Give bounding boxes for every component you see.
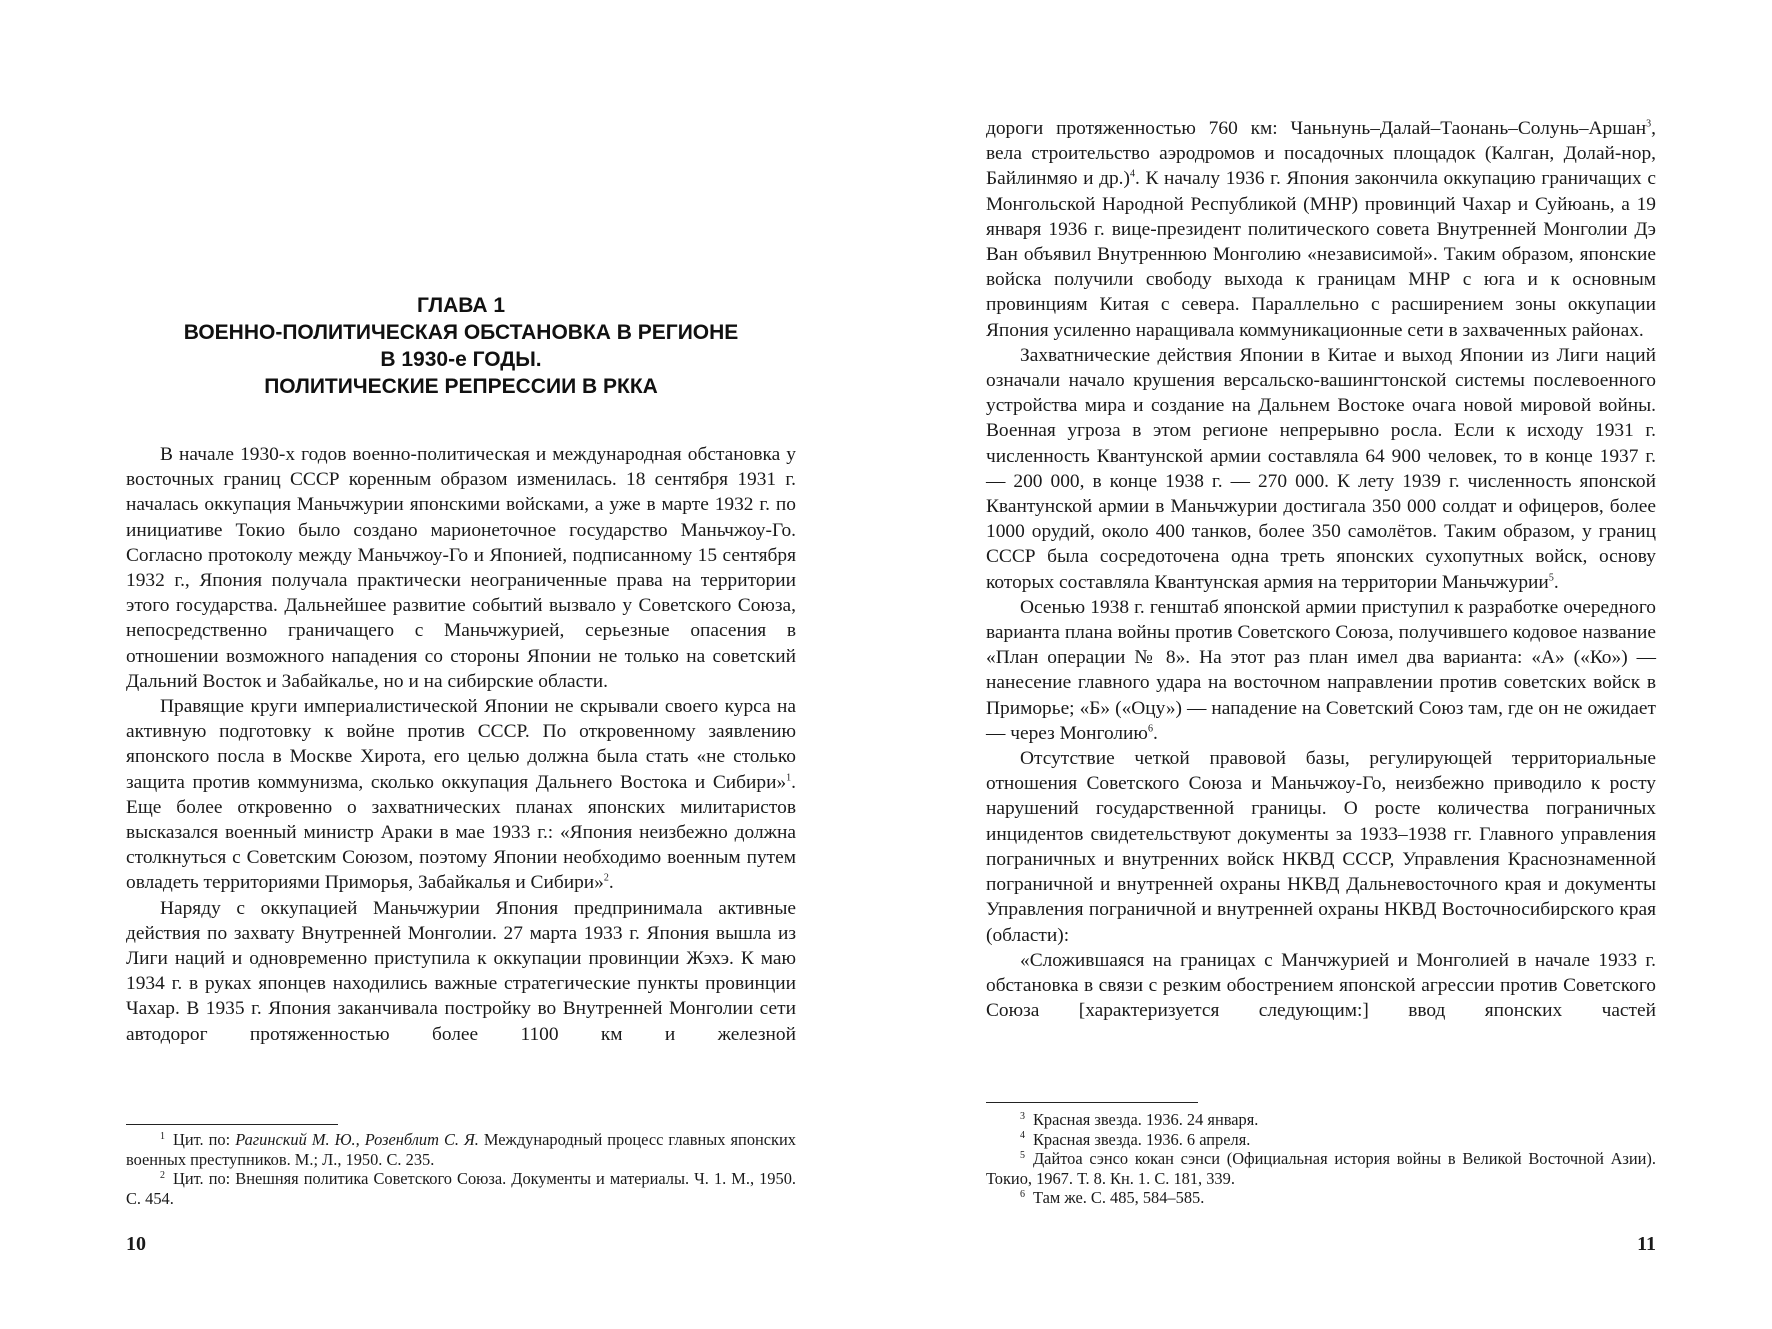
chapter-title-line-2: В 1930-е ГОДЫ. [380,348,542,371]
chapter-heading [126,292,796,400]
paragraph-text: . [608,872,614,894]
chapter-title-line-3: ПОЛИТИЧЕСКИЕ РЕПРЕССИИ В РККА [264,375,658,398]
page-number: 10 [126,1233,146,1255]
footnote-ref: 6 [1147,723,1153,735]
right-page [986,0,1656,1329]
paragraph: «Сложившаяся на границах с Манчжурией и Монголией в начале 1933 г. обстановка в связи с резким обострением японской агрессии против Советского Союза [характеризуется следующим:] ввод японских частей [986,949,1656,1022]
footnote [986,1110,1656,1130]
paragraph-text: Захватнические действия Японии в Китае и выход Японии из Лиги наций означали начало крушения версальско-вашингтонской системы послевоенного устройства мира и создание на Дальнем Востоке очага новой мировой войны. Военная угроза в этом регионе непрерывно росла. Если к исходу 1931 г. численность Квантунской армии составляла 64 900 человек, то в конце 1937 г. — 200 000, в конце 1938 г. — 270 000. К лету 1939 г. численность японской Квантунской армии в Маньчжурии достигала 350 000 солдат и офицеров, более 1000 орудий, около 400 танков, более 350 самолётов. Таким образом, у границ СССР была сосредоточена одна треть японских сухопутных войск, основу которых составляла Квантунская армия на территории Маньчжурии [986,344,1656,593]
paragraph [986,116,1656,343]
page-number: 11 [1637,1233,1656,1255]
left-page [126,0,796,1329]
footnote-number: 3 [1020,1110,1025,1122]
footnote-text: Цит. по: [173,1130,236,1149]
paragraph-text: . Еще более откровенно о захватнических планах японских милитаристов высказался военный министр Араки в мае 1933 г.: «Япония неизбежно должна столкнуться с Советским Союзом, поэтому Японии необходимо военным путем овладеть территориями Приморья, Забайкалья и Сибири» [126,771,796,894]
paragraph: Наряду с оккупацией Маньчжурии Япония предпринимала активные действия по захвату Внутренней Монголии. 27 марта 1933 г. Япония вышла из Лиги наций и одновременно приступила к оккупации провинции Жэхэ. К маю 1934 г. в руках японцев находились важные стратегические пункты провинции Чахар. В 1935 г. Япония заканчивала постройку во Внутренней Монголии сети автодорог протяженностью более 1100 км и железной [126,897,796,1045]
paragraph-text: Правящие круги империалистической Японии не скрывали своего курса на активную подготовку к войне против СССР. По откровенному заявлению японского посла в Москве Хирота, его целью должна была стать «не столько защита против коммунизма, сколько оккупация Дальнего Востока и Сибири» [126,696,796,793]
right-footnotes [986,1110,1656,1208]
footnote [126,1169,796,1208]
chapter-title-line-1: ВОЕННО-ПОЛИТИЧЕСКАЯ ОБСТАНОВКА В РЕГИОНЕ [183,321,739,344]
footnote-rule [986,1102,1198,1103]
paragraph [126,694,796,896]
footnote-number: 5 [1020,1149,1025,1161]
paragraph-text: дороги протяженностью 760 км: Чаньнунь–Далай–Таонань–Солунь–Аршан [986,118,1647,139]
footnote [986,1188,1656,1208]
footnote-number: 1 [160,1130,165,1142]
paragraph [986,343,1656,595]
footnote-text: Красная звезда. 1936. 6 апреля. [1033,1129,1251,1149]
footnote-ref: 3 [1646,118,1652,130]
footnote-text: Красная звезда. 1936. 24 января. [1033,1110,1259,1129]
paragraph [986,595,1656,746]
footnote [986,1149,1656,1188]
footnote-number: 6 [1020,1188,1025,1200]
left-body-text [126,442,796,1047]
footnote-text: Дайтоа сэнсо кокан сэнси (Официальная история войны в Великой Восточной Азии). Токио, 1967. Т. 8. Кн. 1. С. 181, 339. [986,1149,1656,1188]
footnote-number: 2 [160,1169,165,1181]
footnote-ref: 5 [1548,572,1554,584]
footnote-text: Цит. по: Внешняя политика Советского Союза. Документы и материалы. Ч. 1. М., 1950. С. 454. [126,1169,796,1208]
right-body-text [986,116,1656,1023]
footnote-ref: 2 [603,872,609,884]
footnote-ref: 1 [786,772,792,784]
footnote [126,1130,796,1169]
footnote-number: 4 [1020,1130,1025,1142]
paragraph-text: . [1152,722,1158,744]
footnote-ref: 4 [1129,168,1135,180]
paragraph-text: . [1553,571,1559,593]
footnote [986,1130,1656,1150]
paragraph: В начале 1930-х годов военно-политическая и международная обстановка у восточных границ СССР коренным образом изменилась. 18 сентября 1931 г. началась оккупация Маньчжурии японскими войсками, а уже в марте 1932 г. по инициативе Токио было создано марионеточное государство Маньчжоу-Го. Согласно протоколу между Маньчжоу-Го и Японией, подписанному 15 сентября 1932 г., Япония получала практически неограниченные права на территории этого государства. Дальнейшее развитие событий вызвало у Советского Союза, непосредственно граничащего с Маньчжурией, серьезные опасения в отношении возможного нападения со стороны Японии не только на советский Дальний Восток и Забайкалье, но и на сибирские области. [126,444,796,692]
paragraph: Отсутствие четкой правовой базы, регулирующей территориальные отношения Советского Союза и Маньчжоу-Го, неизбежно приводило к росту нарушений государственной границы. О росте количества пограничных инцидентов свидетельствуют документы за 1933–1938 гг. Главного управления пограничных и внутренних войск НКВД СССР, Управления Краснознаменной пограничной и внутренней охраны НКВД Дальневосточного края и документы Управления пограничной и внутренней охраны НКВД Восточносибирского края (области): [986,748,1656,946]
paragraph-text: . К началу 1936 г. Япония закончила оккупацию граничащих с Монгольской Народной Республикой (МНР) провинций Чахар и Суйюань, а 19 января 1936 г. вице-президент политического совета Внутренней Монголии Дэ Ван объявил Внутреннюю Монголию «независимой». Таким образом, японские войска получили свободу выхода к границам МНР с юга и к основным провинциям Китая с севера. Параллельно с расширением зоны оккупации Япония усиленно наращивала коммуникационные сети в захваченных районах. [986,168,1656,341]
left-footnotes [126,1130,796,1208]
footnote-rule [126,1124,338,1125]
footnote-text: Международный процесс главных японских военных преступников. М.; Л., 1950. С. 235. [126,1130,796,1169]
paragraph-text: , вела строительство аэродромов и посадочных площадок (Калган, Долай-нор, Байлинмяо и др.) [986,118,1656,190]
chapter-number: ГЛАВА 1 [416,294,506,317]
footnote-authors: Рагинский М. Ю., Розенблит С. Я. [235,1130,479,1149]
footnote-text: Там же. С. 485, 584–585. [1033,1188,1205,1207]
paragraph-text: Осенью 1938 г. генштаб японской армии приступил к разработке очередного варианта плана войны против Советского Союза, получившего кодовое название «План операции № 8». На этот раз план имел два варианта: «А» («Ко») — нанесение главного удара на восточном направлении против советских войск в Приморье; «Б» («Оцу») — нападение на Советский Союз там, где он не ожидает — через Монголию [986,596,1656,744]
